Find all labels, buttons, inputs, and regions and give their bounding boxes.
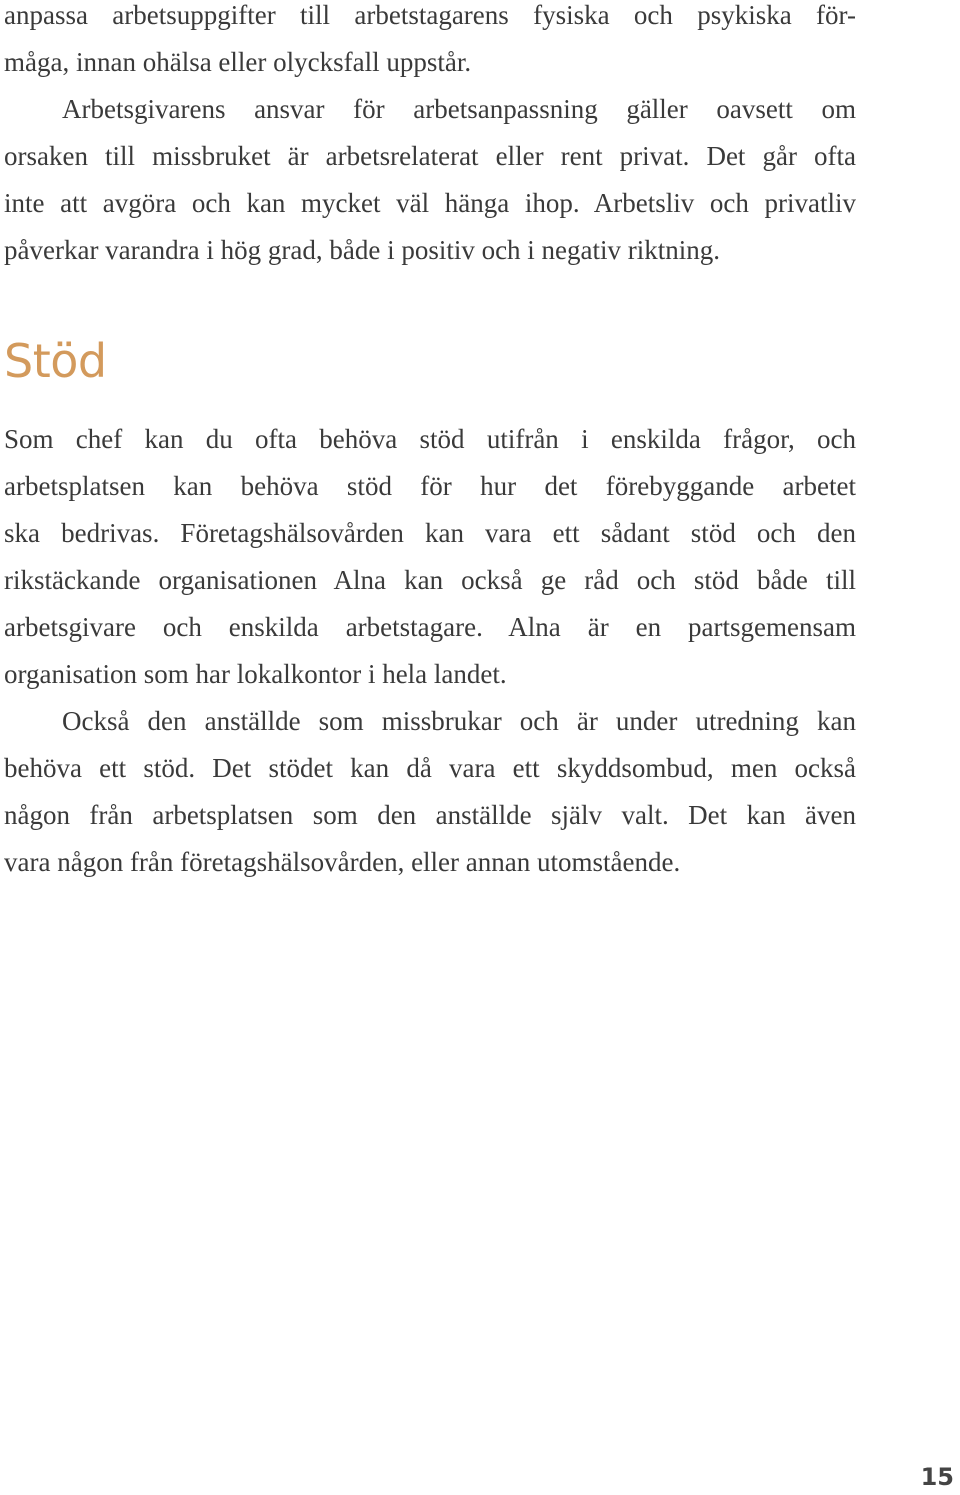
text-line: Arbetsgivarens ansvar för arbetsanpassning gäller oavsett om [62,94,856,124]
text-line: orsaken till missbruket är arbetsrelaterat eller rent privat. Det går ofta [4,141,856,171]
section-heading: Stöd [4,334,107,388]
text-line: vara någon från företagshälsovården, eller annan utomstående. [4,847,681,877]
text-line: organisation som har lokalkontor i hela landet. [4,659,507,689]
text-line: ska bedrivas. Företagshälsovården kan vara ett sådant stöd och den [4,518,856,548]
text-line: måga, innan ohälsa eller olycksfall uppstår. [4,47,472,77]
support-section-text [4,424,856,894]
text-line: påverkar varandra i hög grad, både i positiv och i negativ riktning. [4,235,721,265]
text-line: rikstäckande organisationen Alna kan också ge råd och stöd både till [4,565,856,595]
intro-text [4,0,856,282]
text-line: Också den anställde som missbrukar och är under utredning kan [62,706,856,736]
text-line: inte att avgöra och kan mycket väl hänga ihop. Arbetsliv och privatliv [4,188,856,218]
page-number: 15 [920,1463,954,1491]
text-line: Som chef kan du ofta behöva stöd utifrån i enskilda frågor, och [4,424,856,454]
text-line: anpassa arbetsuppgifter till arbetstagarens fysiska och psykiska för- [4,0,856,30]
text-line: någon från arbetsplatsen som den anställde själv valt. Det kan även [4,800,856,830]
text-line: arbetsplatsen kan behöva stöd för hur det förebyggande arbetet [4,471,856,501]
text-line: behöva ett stöd. Det stödet kan då vara ett skyddsombud, men också [4,753,856,783]
text-line: arbetsgivare och enskilda arbetstagare. Alna är en partsgemensam [4,612,856,642]
